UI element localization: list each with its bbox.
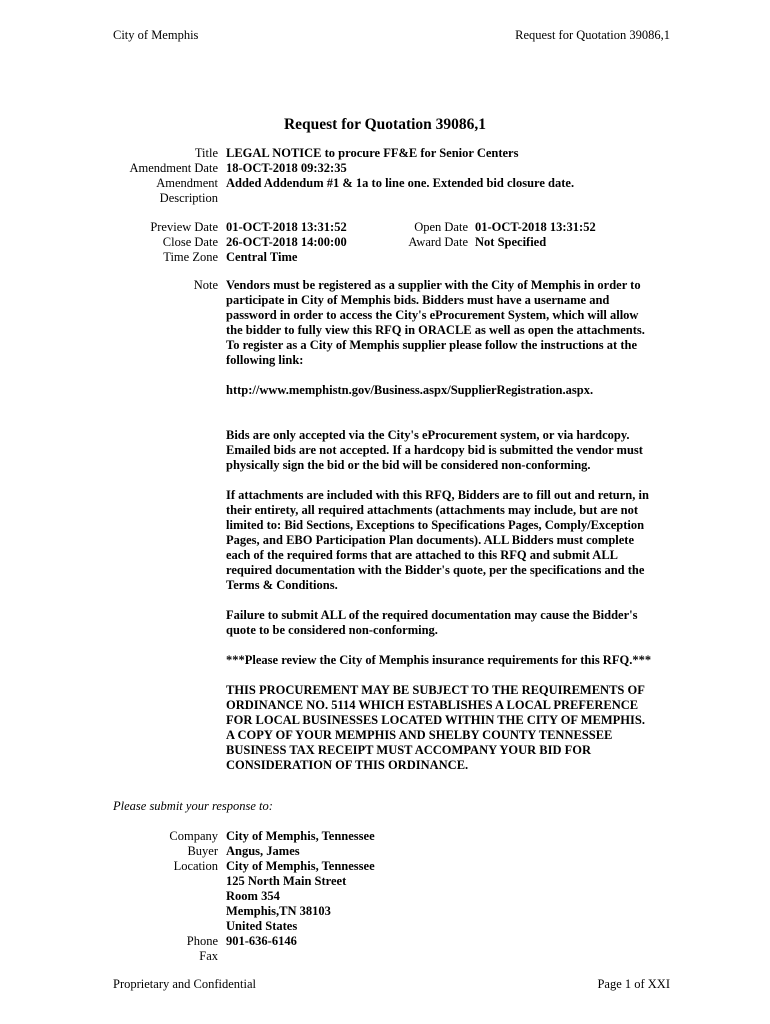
title-label: Title [194,146,218,160]
close-date-value: 26-OCT-2018 14:00:00 [226,235,347,249]
location-line: United States [226,919,298,933]
footer-page-number: Page 1 of XXI [597,977,670,991]
preview-date-value: 01-OCT-2018 13:31:52 [226,220,347,234]
note-paragraph: THIS PROCUREMENT MAY BE SUBJECT TO THE REQUIREMENTS OF ORDINANCE NO. 5114 WHICH ESTABLISHES A LOCAL PREFERENCE FOR LOCAL BUSINESSES LOCATED WITHIN THE CITY OF MEMPHIS. A COPY OF YOUR MEMPHIS AND SHELBY COUNTY TENNESSEE BUSINESS TAX RECEIPT MUST ACCOMPANY YOUR BID FOR CONSIDERATION OF THIS ORDINANCE. [226,683,645,772]
preview-date-label: Preview Date [150,220,218,234]
footer-confidential: Proprietary and Confidential [113,977,257,991]
company-value: City of Memphis, Tennessee [226,829,375,843]
phone-label: Phone [186,934,218,948]
open-date-label: Open Date [414,220,468,234]
title-value: LEGAL NOTICE to procure FF&E for Senior Centers [226,146,519,160]
amendment-description-value: Added Addendum #1 & 1a to line one. Extended bid closure date. [226,176,575,190]
time-zone-label: Time Zone [163,250,218,264]
note-paragraph: ***Please review the City of Memphis insurance requirements for this RFQ.*** [226,653,652,667]
location-line: 125 North Main Street [226,874,347,888]
supplier-registration-link[interactable]: http://www.memphistn.gov/Business.aspx/SupplierRegistration.aspx. [226,383,594,397]
location-line: City of Memphis, Tennessee [226,859,375,873]
award-date-label: Award Date [408,235,468,249]
amendment-date-value: 18-OCT-2018 09:32:35 [226,161,347,175]
submit-heading: Please submit your response to: [113,799,273,813]
amendment-label: Amendment [156,176,218,190]
fax-label: Fax [199,949,218,963]
location-label: Location [173,859,218,873]
award-date-value: Not Specified [475,235,547,249]
amendment-date-label: Amendment Date [129,161,218,175]
buyer-value: Angus, James [226,844,300,858]
header-org: City of Memphis [113,28,199,42]
description-label: Description [159,191,218,205]
note-label: Note [193,278,218,292]
note-paragraph: Failure to submit ALL of the required documentation may cause the Bidder's quote to be considered non-conforming. [226,608,638,637]
company-label: Company [169,829,218,843]
phone-value: 901-636-6146 [226,934,297,948]
page-title: Request for Quotation 39086,1 [283,116,487,133]
time-zone-value: Central Time [226,250,298,264]
note-body [226,278,666,773]
open-date-value: 01-OCT-2018 13:31:52 [475,220,596,234]
note-paragraph: Vendors must be registered as a supplier with the City of Memphis in order to participate in City of Memphis bids. Bidders must have a username and password in order to access the City's eProcurement System, which will allow the bidder to fully view this RFQ in ORACLE as well as open the attachments. To register as a City of Memphis supplier please follow the instructions at the following link: [226,278,645,367]
location-line: Room 354 [226,889,280,903]
note-paragraph: If attachments are included with this RFQ, Bidders are to fill out and return, in their entirety, all required attachments (attachments may include, but are not limited to: Bid Sections, Exceptions to Specifications Pages, Comply/Exception Pages, and EBO Participation Plan documents). ALL Bidders must complete each of the required forms that are attached to this RFQ and submit ALL required documentation with the Bidder's quote, per the specifications and the Terms & Conditions. [226,488,649,592]
location-line: Memphis,TN 38103 [226,904,331,918]
buyer-label: Buyer [187,844,218,858]
close-date-label: Close Date [162,235,218,249]
contact-details [226,829,375,949]
note-paragraph: Bids are only accepted via the City's eProcurement system, or via hardcopy. Emailed bids are not accepted. If a hardcopy bid is submitted the vendor must physically sign the bid or the bid will be considered non-conforming. [226,428,643,472]
header-doc-ref: Request for Quotation 39086,1 [515,28,670,42]
